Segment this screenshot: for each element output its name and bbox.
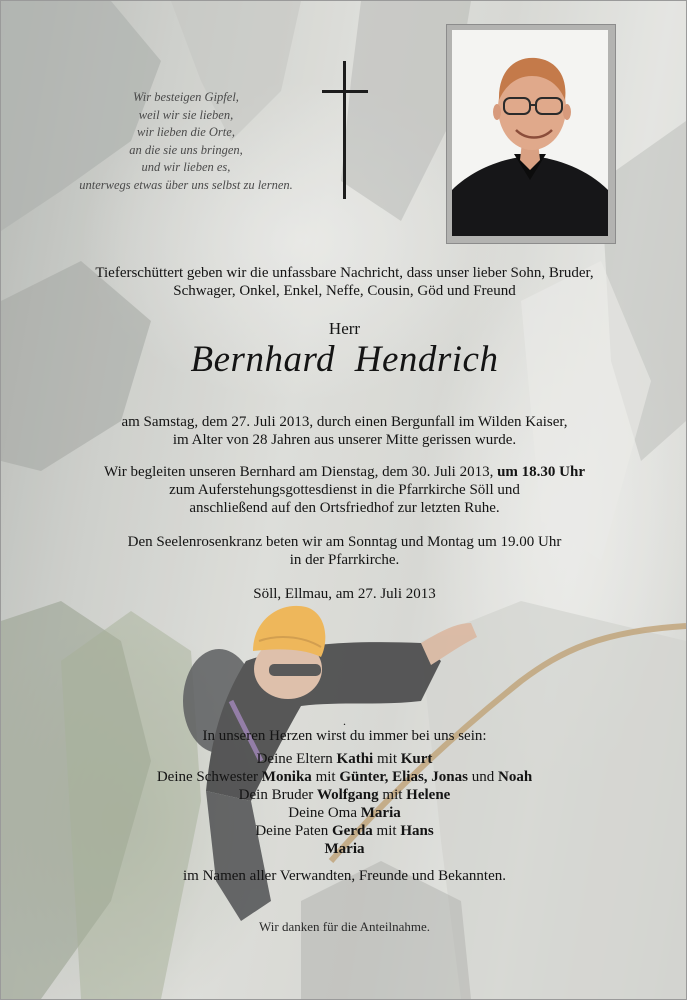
funeral-line: zum Auferstehungsgottesdienst in die Pfarrkirche Söll und	[169, 482, 520, 498]
place-date-text: Söll, Ellmau, am 27. Juli 2013	[253, 586, 436, 602]
poem-line: unterwegs etwas über uns selbst zu lernen.	[79, 177, 293, 192]
poem-line: weil wir sie lieben,	[138, 107, 234, 122]
mourners-sister	[21, 768, 668, 786]
intro-text	[21, 264, 668, 300]
mourner-prefix: Deine Schwester	[156, 769, 259, 785]
separator-dot: .	[343, 714, 346, 728]
mourner-conjunction: mit	[315, 769, 336, 785]
funeral-date: Wir begleiten unseren Bernhard am Dienstag, dem 30. Juli 2013,	[104, 464, 494, 480]
mourner-name: Noah	[497, 769, 533, 785]
mourner-prefix: Deine Eltern	[256, 751, 333, 767]
place-date	[21, 585, 668, 603]
mourner-conjunction: mit	[376, 751, 397, 767]
funeral-line	[21, 463, 668, 481]
deceased-first-name: Bernhard	[190, 339, 335, 380]
mourner-name: Kathi	[336, 751, 374, 767]
mourner-name: Kurt	[400, 751, 433, 767]
deceased-title: Herr	[328, 319, 361, 338]
rosary-line: in der Pfarrkirche.	[289, 552, 400, 568]
intro-line: Tieferschüttert geben wir die unfassbare Nachricht, dass unser lieber Sohn, Bruder,	[95, 265, 594, 281]
funeral-text	[21, 463, 668, 517]
death-line: am Samstag, dem 27. Juli 2013, durch einen Bergunfall im Wilden Kaiser,	[121, 414, 568, 430]
portrait-frame	[447, 25, 615, 243]
mourner-conjunction: und	[471, 769, 495, 785]
death-line: im Alter von 28 Jahren aus unserer Mitte gerissen wurde.	[172, 432, 517, 448]
mourner-name: Helene	[406, 787, 451, 803]
poem-line: wir lieben die Orte,	[137, 125, 235, 139]
mourner-prefix: Deine Paten	[255, 823, 329, 839]
mourners-grandma	[21, 804, 668, 822]
mourner-name: Wolfgang	[316, 787, 379, 803]
mourner-name: Gerda	[331, 823, 373, 839]
poem-line: an die sie uns bringen,	[129, 142, 243, 157]
mourner-name: Maria	[360, 805, 401, 821]
poem	[41, 89, 331, 194]
portrait-photo	[452, 30, 608, 236]
intro-line: Schwager, Onkel, Enkel, Neffe, Cousin, Göd und Freund	[173, 283, 516, 299]
mourner-name: Monika	[261, 769, 312, 785]
mourners-closing: im Namen aller Verwandten, Freunde und Bekannten.	[183, 868, 506, 884]
mourners-heading: In unseren Herzen wirst du immer bei uns sein:	[202, 728, 487, 744]
rosary-line: Den Seelenrosenkranz beten wir am Sonntag und Montag um 19.00 Uhr	[127, 534, 562, 550]
mourner-prefix: Deine Oma	[288, 805, 357, 821]
mourner-name: Günter, Elias, Jonas	[339, 769, 468, 785]
funeral-time: um 18.30 Uhr	[497, 464, 585, 480]
mourner-name: Maria	[324, 841, 365, 857]
poem-line: und wir lieben es,	[141, 160, 231, 174]
thanks-text: Wir danken für die Anteilnahme.	[259, 919, 430, 934]
mourner-prefix: Dein Bruder	[238, 787, 314, 803]
death-text	[21, 413, 668, 449]
mourners-brother	[21, 786, 668, 804]
rosary-text	[21, 533, 668, 569]
mourner-conjunction: mit	[376, 823, 397, 839]
mourner-conjunction: mit	[382, 787, 403, 803]
deceased-name	[1, 337, 687, 383]
deceased-last-name: Hendrich	[354, 339, 499, 380]
mourners-parents	[21, 750, 668, 768]
mourner-name: Hans	[400, 823, 434, 839]
mourners-godparents	[21, 822, 668, 840]
mourners-list	[21, 727, 668, 885]
cross-icon	[322, 61, 368, 199]
poem-line: Wir besteigen Gipfel,	[133, 90, 239, 104]
mourners-godparents-2	[21, 840, 668, 858]
funeral-line: anschließend auf den Ortsfriedhof zur letzten Ruhe.	[189, 500, 500, 516]
